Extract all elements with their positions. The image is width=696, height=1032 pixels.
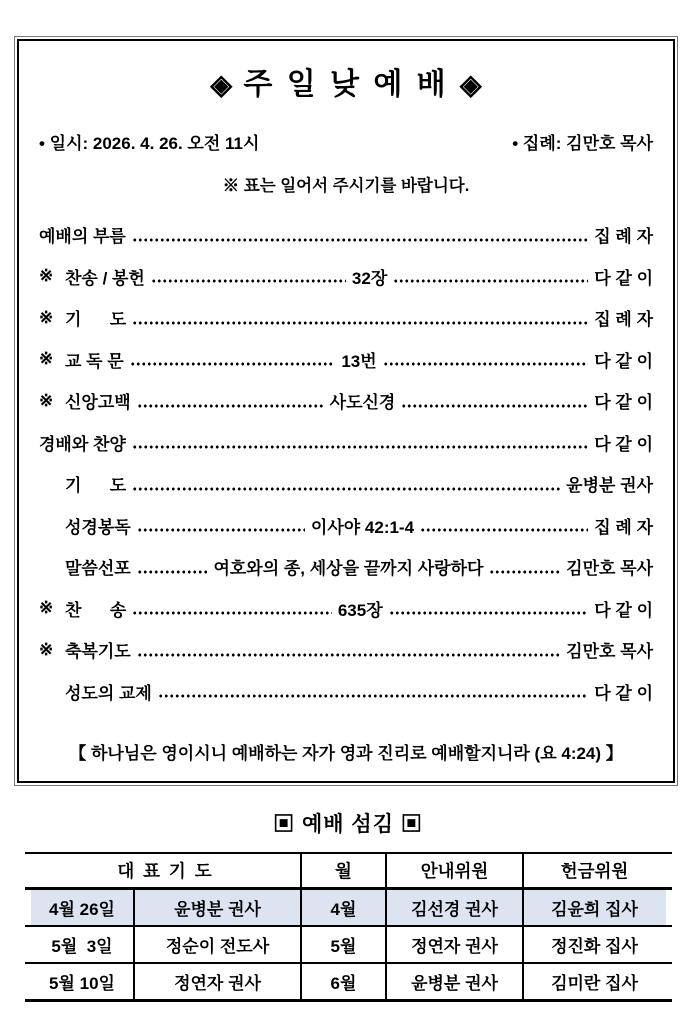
dot-leader xyxy=(132,610,332,616)
order-item-label: 예배의 부름 xyxy=(39,227,126,247)
table-row xyxy=(31,927,666,962)
dot-leader xyxy=(401,403,588,409)
table-header-row xyxy=(31,854,666,887)
order-item-person: 다 같 이 xyxy=(594,393,653,413)
cell-prayer: 정순이 전도사 xyxy=(135,927,302,962)
standing-marker-icon: ※ xyxy=(39,349,54,369)
order-item-center-text: 32장 xyxy=(351,268,388,288)
service-officiant: • 집례: 김만호 목사 xyxy=(512,134,653,153)
verse-line: 【 하나님은 영이시니 예배하는 자가 영과 진리로 예배할지니라 (요 4:24) 】 xyxy=(69,744,623,763)
order-item-person: 다 같 이 xyxy=(594,683,653,703)
standing-note: ※ 표는 일어서 주시기를 바랍니다. xyxy=(222,177,470,195)
dot-leader xyxy=(132,237,588,243)
standing-marker-icon: ※ xyxy=(39,307,54,327)
table-border-line xyxy=(25,999,672,1002)
order-item-person: 김만호 목사 xyxy=(566,642,653,662)
header-offering: 헌금위원 xyxy=(560,861,629,881)
order-item xyxy=(39,463,653,505)
cell-usher: 김선경 권사 xyxy=(387,890,524,925)
cell-date: 5월 3일 xyxy=(31,927,135,962)
worship-order-box xyxy=(17,39,675,783)
order-item-label: 축복기도 xyxy=(65,642,131,662)
order-item-label: 경배와 찬양 xyxy=(39,434,126,454)
order-item xyxy=(39,422,653,464)
page-title-text: 주 일 낮 예 배 xyxy=(243,68,449,101)
order-item xyxy=(39,256,653,298)
cell-offering: 김윤희 집사 xyxy=(551,900,638,919)
order-item-person: 윤병분 권사 xyxy=(566,476,653,496)
order-item-center-text: 635장 xyxy=(337,600,383,620)
order-item xyxy=(39,505,653,547)
page-title xyxy=(39,67,653,103)
order-item xyxy=(39,339,653,381)
standing-marker-icon: ※ xyxy=(39,598,54,618)
order-item xyxy=(39,546,653,588)
order-item-person: 다 같 이 xyxy=(594,351,653,371)
service-datetime: • 일시: 2026. 4. 26. 오전 11시 xyxy=(39,134,260,153)
cell-date: 4월 26일 xyxy=(31,890,135,925)
dot-leader xyxy=(137,569,208,575)
order-item xyxy=(39,671,653,713)
dot-leader xyxy=(132,320,588,326)
square-icon: ▣ xyxy=(400,813,423,836)
cell-offering: 정진화 집사 xyxy=(551,937,638,956)
order-item-label: 성경봉독 xyxy=(65,517,131,537)
service-meta-row xyxy=(39,133,653,155)
order-item-label: 찬 송 xyxy=(65,600,127,620)
order-item-label: 신앙고백 xyxy=(65,393,131,413)
order-item-label: 말씀선포 xyxy=(65,559,131,579)
order-item-label: 기 도 xyxy=(65,476,127,496)
table-row xyxy=(31,890,666,925)
order-item-label: 기 도 xyxy=(65,310,127,330)
serving-section-title xyxy=(0,810,696,840)
order-item xyxy=(39,380,653,422)
order-item-person: 집 례 자 xyxy=(594,310,653,330)
order-item-label: 교 독 문 xyxy=(65,351,124,371)
order-item-center-text: 13번 xyxy=(341,351,377,371)
dot-leader xyxy=(132,444,588,450)
cell-usher: 정연자 권사 xyxy=(387,927,524,962)
order-item xyxy=(39,629,653,671)
cell-offering: 김미란 집사 xyxy=(551,974,638,993)
dot-leader xyxy=(137,403,324,409)
dot-leader xyxy=(137,527,305,533)
dot-leader xyxy=(489,569,560,575)
standing-marker-icon: ※ xyxy=(39,390,54,410)
diamond-icon: ◈ xyxy=(210,69,233,100)
order-item xyxy=(39,214,653,256)
header-prayer: 대 표 기 도 xyxy=(31,854,302,887)
dot-leader xyxy=(389,610,589,616)
order-item-person: 다 같 이 xyxy=(594,268,654,288)
cell-prayer: 윤병분 권사 xyxy=(135,890,302,925)
order-list xyxy=(39,214,653,712)
dot-leader xyxy=(383,361,589,367)
order-item-center-text: 이사야 42:1-4 xyxy=(310,517,415,537)
dot-leader xyxy=(151,278,346,284)
order-item-person: 다 같 이 xyxy=(594,434,653,454)
standing-marker-icon: ※ xyxy=(39,639,54,659)
order-item-label: 성도의 교제 xyxy=(65,683,152,703)
cell-prayer: 정연자 권사 xyxy=(135,964,302,999)
dot-leader xyxy=(130,361,336,367)
order-item-person: 김만호 목사 xyxy=(566,559,653,579)
order-item-center-text: 여호와의 종, 세상을 끝까지 사랑하다 xyxy=(213,559,484,579)
dot-leader xyxy=(137,652,560,658)
diamond-icon: ◈ xyxy=(459,69,482,100)
order-item-person: 집 례 자 xyxy=(594,517,653,537)
dot-leader xyxy=(420,527,588,533)
order-item-person: 집 례 자 xyxy=(594,227,653,247)
cell-usher: 윤병분 권사 xyxy=(387,964,524,999)
order-item xyxy=(39,588,653,630)
dot-leader xyxy=(393,278,588,284)
order-item-label: 찬송 / 봉헌 xyxy=(65,268,145,288)
serving-table xyxy=(25,852,672,1002)
header-usher: 안내위원 xyxy=(387,854,524,887)
dot-leader xyxy=(158,693,588,699)
serving-title-text: 예배 섬김 xyxy=(302,813,394,836)
cell-month: 6월 xyxy=(302,964,387,999)
header-month: 월 xyxy=(302,854,387,887)
order-item xyxy=(39,297,653,339)
table-row xyxy=(31,964,666,999)
order-item-person: 다 같 이 xyxy=(594,600,654,620)
cell-month: 4월 xyxy=(302,890,387,925)
square-icon: ▣ xyxy=(273,813,296,836)
order-item-center-text: 사도신경 xyxy=(329,393,396,413)
standing-marker-icon: ※ xyxy=(39,266,54,286)
cell-month: 5월 xyxy=(302,927,387,962)
cell-date: 5월 10일 xyxy=(31,964,135,999)
dot-leader xyxy=(132,486,560,492)
